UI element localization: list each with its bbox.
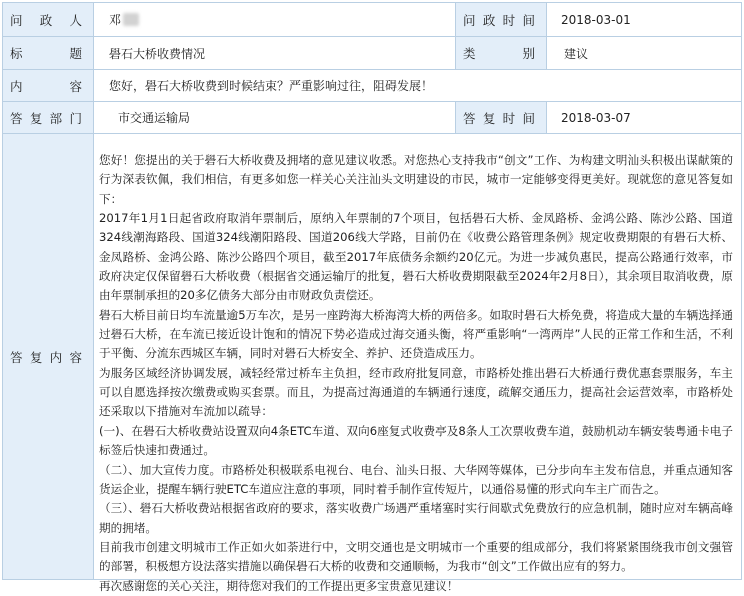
reply-label-4: 容	[69, 349, 82, 365]
reply-time-value: 2018-03-07	[561, 110, 631, 125]
reply-row	[3, 134, 741, 593]
reply-time-label-1: 答	[463, 110, 476, 126]
reply-paragraph: 为服务区域经济协调发展，减轻经常过桥车主负担，经市政府批复同意，市路桥处推出礐石大桥通行费优惠套票服务，车主可以自愿选择按次缴费或购买套票。而且，为提高过海通道的车辆通行速度，疏解交通压力，提高社会运营效率，市路桥处还采取以下措施对车流加以疏导：	[99, 365, 733, 419]
ask-time-label-4: 间	[522, 12, 535, 28]
category-label-2: 别	[522, 46, 535, 61]
ask-time-label-1: 问	[463, 12, 476, 28]
reply-label-3: 内	[49, 349, 63, 365]
asker-name: 邓	[109, 13, 122, 27]
title-label-2: 题	[69, 46, 82, 61]
category-label-1: 类	[463, 46, 476, 61]
reply-paragraph: 再次感谢您的关心关注，期待您对我们的工作提出更多宝贵意见建议！	[99, 578, 459, 593]
reply-label	[3, 134, 94, 579]
reply-paragraph: （二）、加大宣传力度。市路桥处积极联系电视台、电台、汕头日报、大华网等媒体，已分步向车主发布信息，并重点通知客货运企业，提醒车辆行驶ETC车道应注意的事项，同时着手制作宣传短片，以通俗易懂的形式向车主广而告之。	[99, 462, 733, 496]
content-value: 您好，礐石大桥收费到时候结束？严重影响过往，阻碍发展！	[109, 79, 434, 93]
dept-row	[3, 102, 741, 134]
ask-time-value: 2018-03-01	[561, 12, 631, 27]
reply-time-label-2: 复	[482, 110, 496, 126]
reply-time-label-3: 时	[502, 110, 516, 126]
reply-paragraph: 目前我市创建文明城市工作正如火如荼进行中，文明交通也是文明城市一个重要的组成部分，我们将紧紧围绕我市创文强管的部署，积极想方设法落实措施以确保礐石大桥的收费和交通顺畅，为我市“创文”工作做出应有的努力。	[99, 539, 733, 574]
dept-label	[3, 102, 94, 133]
ask-time-label	[456, 3, 547, 36]
dept-label-1: 答	[10, 110, 23, 126]
title-row	[3, 37, 741, 70]
reply-paragraph: 2017年1月1日起省政府取消年票制后，原纳入年票制的7个项目，包括礐石大桥、金凤路桥、金鸿公路、陈沙公路、国道324线潮海路段、国道324线潮阳路段、国道206线大学路，目前仍在《收费公路管理条例》规定收费期限的有礐石大桥、金凤路桥、金鸿公路、陈沙公路四个项目，截至2017年底债务余额约20亿元。为进一步减负惠民，提高公路通行效率，市政府决定仅保留礐石大桥收费（根据省交通运输厅的批复，礐石大桥收费期限截至2024年2月8日），其余项目取消收费，原由年票制承担的20多亿债务大部分由市财政负责偿还。	[99, 211, 733, 303]
title-label-1: 标	[10, 46, 23, 61]
category-value: 建议	[564, 46, 589, 61]
dept-label-4: 门	[69, 110, 82, 126]
content-row	[3, 70, 741, 102]
reply-label-1: 答	[10, 349, 23, 365]
title-value: 礐石大桥收费情况	[94, 37, 456, 69]
redacted-name-mark	[123, 13, 139, 26]
reply-paragraph: (一)、在礐石大桥收费站设置双向4条ETC车道、双向6座复式收费亭及8条人工次票收费车道，鼓励机动车辆安装粤通卡电子标签后快速扣费通过。	[99, 423, 733, 458]
asker-value	[94, 3, 456, 36]
ask-time-label-2: 政	[482, 12, 496, 28]
asker-label-2: 政	[39, 12, 53, 28]
reply-label-2: 复	[29, 349, 43, 365]
ask-time-label-3: 时	[502, 12, 516, 28]
asker-label-3: 人	[69, 12, 82, 28]
category-label	[456, 37, 547, 69]
reply-time-label-4: 间	[522, 110, 535, 126]
question-record-table	[2, 2, 742, 593]
asker-label	[3, 3, 94, 36]
dept-label-2: 复	[29, 110, 43, 126]
dept-value: 市交通运输局	[94, 102, 456, 133]
content-label-2: 容	[69, 78, 82, 94]
reply-content	[94, 134, 741, 593]
reply-time-label	[456, 102, 547, 133]
content-label	[3, 70, 94, 101]
reply-paragraph: 礐石大桥目前日均车流量逾5万车次，是另一座跨海大桥海湾大桥的两倍多。如取时礐石大桥免费，将造成大量的车辆选择通过礐石大桥，在车流已接近设计饱和的情况下势必造成过海交通头衡，将严重影响“一湾两岸”人民的正常工作和生活，不利于平衡、分流东西城区车辆，同时对礐石大桥安全、养护、还贷造成压力。	[99, 307, 733, 361]
asker-label-1: 问	[10, 12, 23, 28]
reply-paragraph: 您好！您提出的关于礐石大桥收费及拥堵的意见建议收悉。对您热心支持我市“创文”工作、为构建文明汕头积极出谋献策的行为深表钦佩，我们相信，有更多如您一样关心关注汕头文明建设的市民，城市一定能够变得更美好。现就您的意见答复如下：	[99, 153, 733, 206]
dept-label-3: 部	[49, 110, 63, 126]
content-label-1: 内	[10, 78, 23, 94]
asker-row	[3, 3, 741, 37]
title-label	[3, 37, 94, 69]
reply-paragraph: （三）、礐石大桥收费站根据省政府的要求，落实收费广场遇严重堵塞时实行间歇式免费放行的应急机制，随时应对车辆高峰期的拥堵。	[99, 501, 733, 535]
